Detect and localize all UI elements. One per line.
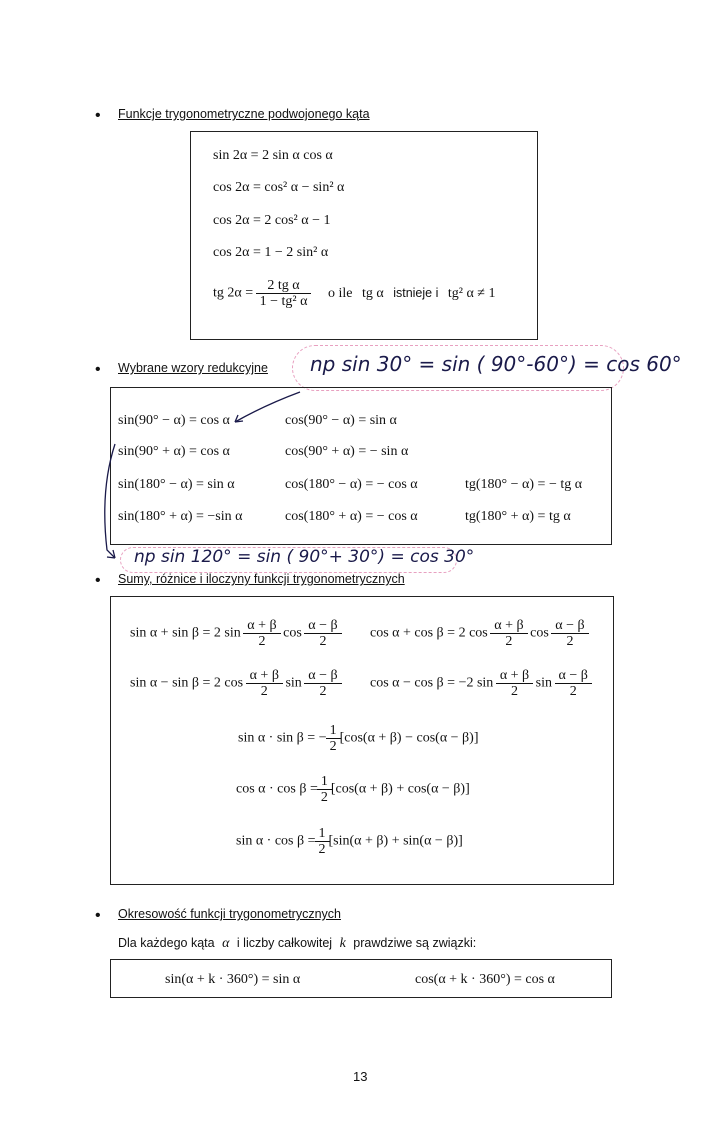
intro-b: i liczby całkowitej: [236, 936, 333, 950]
intro-k: k: [339, 936, 346, 951]
numerator: α − β: [555, 618, 585, 633]
reduction-r3c2: cos(180° − α) = − cos α: [285, 477, 418, 492]
product3-rhs: [sin(α + β) + sin(α − β)]: [328, 833, 463, 849]
sin-sum-mid: cos: [283, 625, 302, 641]
numerator: 1: [318, 826, 326, 841]
denominator: 2: [317, 789, 332, 805]
intro-a: Dla każdego kąta: [118, 936, 215, 950]
product3-half: [317, 826, 328, 857]
sin-sum-lhs: sin α + sin β = 2 sin: [130, 625, 241, 641]
product2-half: [319, 774, 330, 805]
handwritten-note-2: np sin 120° = sin ( 90°+ 30°) = cos 30°: [134, 547, 475, 567]
reduction-r1c1: sin(90° − α) = cos α: [118, 413, 230, 428]
reduction-r1c2: cos(90° − α) = sin α: [285, 413, 397, 428]
cos-diff-frac1: [498, 668, 531, 699]
section-title-double-angle: Funkcje trygonometryczne podwojonego kąta: [118, 107, 370, 121]
bullet: •: [95, 907, 101, 924]
formula-product-sin-cos: [236, 826, 463, 857]
sin-sum-frac1: [245, 618, 278, 649]
denominator: 2: [490, 633, 527, 649]
numerator: α − β: [308, 668, 338, 683]
product1-lhs: sin α · sin β = −: [238, 730, 327, 746]
numerator: α + β: [249, 668, 279, 683]
numerator: 1: [320, 774, 328, 789]
numerator: 1: [329, 723, 337, 738]
denominator: 2: [496, 683, 533, 699]
sin-diff-mid: sin: [285, 675, 302, 691]
formula-tg2a: [213, 278, 495, 309]
intro-alpha: α: [222, 936, 230, 951]
sin-diff-frac2: [306, 668, 339, 699]
reduction-r2c2: cos(90° + α) = − sin α: [285, 444, 409, 459]
cos-diff-lhs: cos α − cos β = −2 sin: [370, 675, 494, 691]
denominator: 2: [246, 683, 283, 699]
formula-sin-sum: [130, 618, 341, 649]
reduction-r3c3: tg(180° − α) = − tg α: [465, 477, 583, 492]
numerator: α + β: [499, 668, 530, 683]
sin-sum-frac2: [306, 618, 339, 649]
formula-product-cos-cos: [236, 774, 470, 805]
section-title-periodicity: Okresowość funkcji trygonometrycznych: [118, 907, 341, 921]
tg2a-lhs: tg 2α =: [213, 285, 254, 301]
cos-sum-lhs: cos α + cos β = 2 cos: [370, 625, 488, 641]
cos-sum-frac1: [492, 618, 525, 649]
bullet: •: [95, 572, 101, 589]
formula-cos-period: cos(α + k · 360°) = cos α: [415, 972, 555, 987]
formula-cos-sum: [370, 618, 588, 649]
intro-c: prawdziwe są związki:: [353, 936, 477, 950]
product1-half: [328, 723, 339, 754]
tg2a-cond-tg: tg α: [361, 285, 384, 301]
section-title-reduction: Wybrane wzory redukcyjne: [118, 361, 268, 375]
cos-diff-mid: sin: [535, 675, 553, 691]
cos-diff-frac2: [557, 668, 590, 699]
handwritten-note-1: np sin 30° = sin ( 90°-60°) = cos 60°: [310, 352, 682, 376]
handwritten-arrows: [95, 380, 325, 570]
tg2a-denominator: 1 − tg² α: [256, 293, 312, 309]
formula-sin-diff: [130, 668, 341, 699]
periodicity-intro: [118, 936, 476, 952]
numerator: α − β: [308, 618, 338, 633]
denominator: 2: [326, 738, 341, 754]
numerator: α + β: [247, 618, 277, 633]
numerator: α + β: [494, 618, 524, 633]
cos-sum-mid: cos: [530, 625, 549, 641]
tg2a-cond-a: o ile: [327, 285, 353, 301]
denominator: 2: [551, 633, 588, 649]
cos-sum-frac2: [553, 618, 586, 649]
reduction-r2c1: sin(90° + α) = cos α: [118, 444, 230, 459]
denominator: 2: [555, 683, 592, 699]
denominator: 2: [304, 633, 341, 649]
formula-sin2a: sin 2α = 2 sin α cos α: [213, 148, 333, 163]
denominator: 2: [304, 683, 341, 699]
sin-diff-frac1: [248, 668, 281, 699]
tg2a-cond-b: istnieje i: [393, 285, 439, 300]
formula-sin-period: sin(α + k · 360°) = sin α: [165, 972, 301, 987]
bullet: •: [95, 361, 101, 378]
page-number: 13: [353, 1069, 368, 1084]
sin-diff-lhs: sin α − sin β = 2 cos: [130, 675, 244, 691]
product2-lhs: cos α · cos β =: [236, 781, 318, 797]
numerator: α − β: [558, 668, 588, 683]
tg2a-cond-c: tg² α ≠ 1: [447, 285, 496, 301]
bullet: •: [95, 107, 101, 124]
reduction-r4c3: tg(180° + α) = tg α: [465, 509, 571, 524]
section-title-sums: Sumy, różnice i iloczyny funkcji trygonometrycznych: [118, 572, 405, 586]
denominator: 2: [315, 841, 330, 857]
formula-cos2a-2: cos 2α = 2 cos² α − 1: [213, 213, 331, 228]
formula-cos2a-1: cos 2α = cos² α − sin² α: [213, 180, 345, 195]
formula-cos-diff: [370, 668, 591, 699]
reduction-r3c1: sin(180° − α) = sin α: [118, 477, 235, 492]
reduction-r4c1: sin(180° + α) = −sin α: [118, 509, 243, 524]
product2-rhs: [cos(α + β) + cos(α − β)]: [330, 781, 470, 797]
reduction-r4c2: cos(180° + α) = − cos α: [285, 509, 418, 524]
tg2a-numerator: 2 tg α: [267, 278, 300, 293]
formula-product-sin-sin: [238, 723, 479, 754]
product1-rhs: [cos(α + β) − cos(α − β)]: [339, 730, 479, 746]
formula-cos2a-3: cos 2α = 1 − 2 sin² α: [213, 245, 329, 260]
denominator: 2: [243, 633, 280, 649]
tg2a-fraction: [258, 278, 310, 309]
product3-lhs: sin α · cos β =: [236, 833, 316, 849]
